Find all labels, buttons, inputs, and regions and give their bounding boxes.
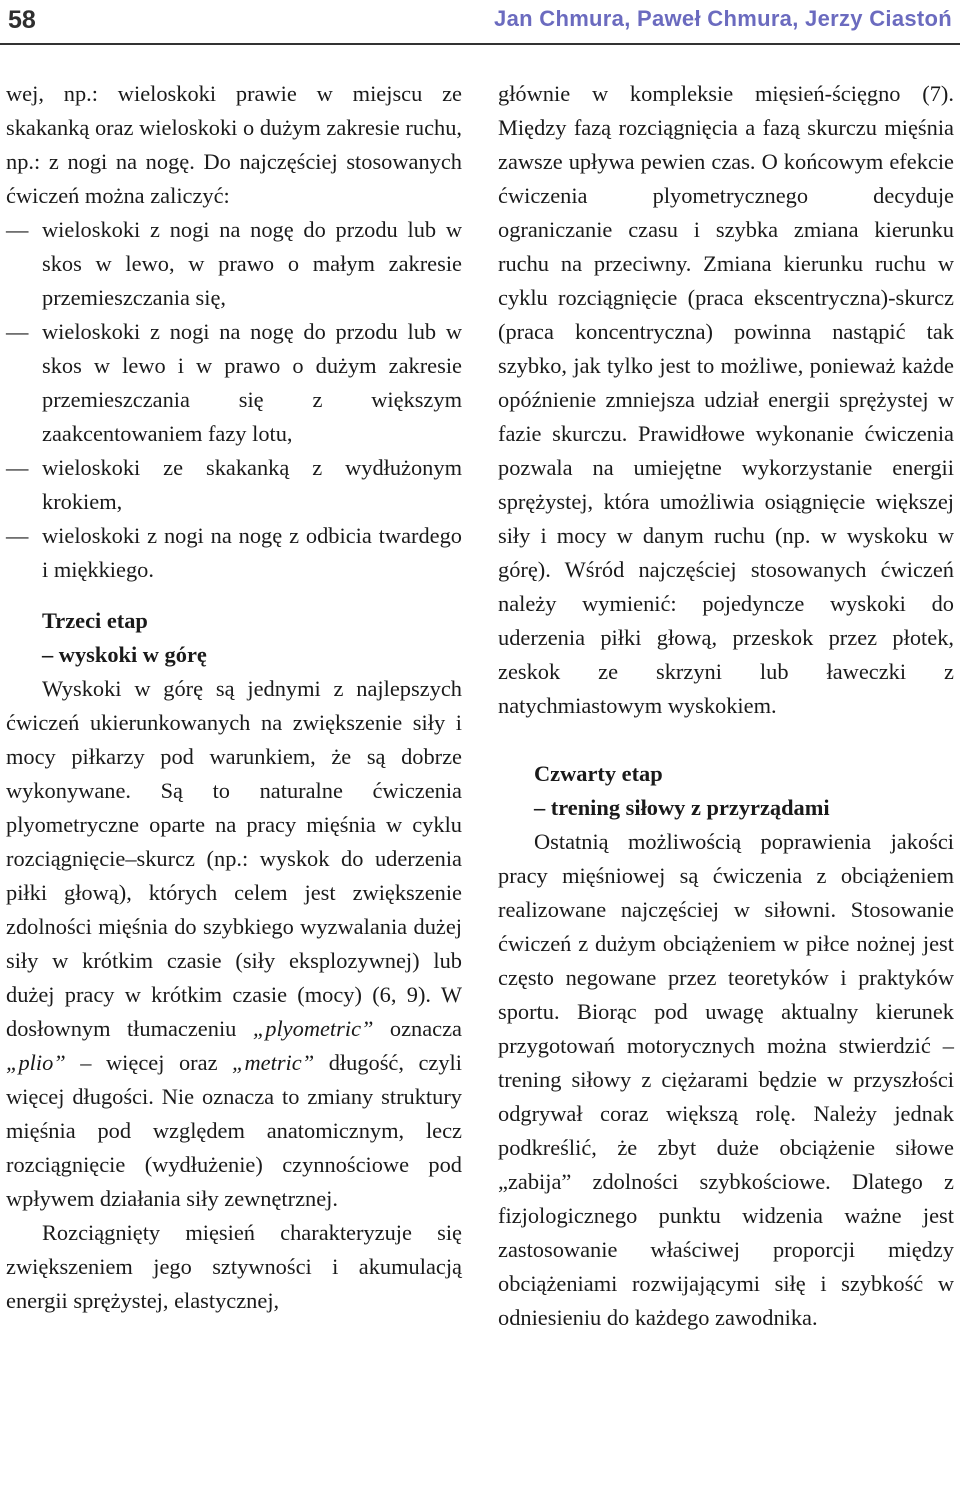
- list-item: — wieloskoki ze skakanką z wydłużonym krokiem,: [6, 451, 462, 519]
- section-heading-fourth-stage: Czwarty etap: [534, 761, 663, 786]
- list-item: — wieloskoki z nogi na nogę do przodu lub w skos w lewo i w prawo o dużym zakresie przemieszczania się z większym zaakcentowaniem fazy lotu,: [6, 315, 462, 451]
- section-heading-third-stage: Trzeci etap: [42, 608, 148, 633]
- section-subheading-jumps: – wyskoki w górę: [42, 642, 207, 667]
- left-column: [6, 77, 462, 1318]
- exercise-list: [6, 213, 462, 587]
- body-paragraph: głównie w kompleksie mięsień-ścięgno (7). Między fazą rozciągnięcia a fazą skurczu mięśnia zawsze upływa pewien czas. O końcowym efekcie ćwiczenia plyometrycznego decyduje ograniczanie czasu i szybka zmiana kierunku ruchu na przeciwny. Zmiana kierunku ruchu w cyklu rozciągnięcie (praca ekscentryczna)-skurcz (praca koncentryczna) powinna nastąpić tak szybko, jak tylko jest to możliwe, ponieważ każde opóźnienie zmniejsza udział energii sprężystej w fazie skurczu. Prawidłowe wykonanie ćwiczenia pozwala na umiejętne wykorzystanie energii sprężystej, która umożliwia osiągnięcie większej siły i mocy w danym ruchu (np. w wyskoku w górę). Wśród najczęściej stosowanych ćwiczeń należy wymienić: pojedyncze wyskoki do uderzenia piłki głową, przeskok przez płotek, zeskok ze skrzyni lub ławeczki z natychmiastowym wyskokiem.: [498, 81, 954, 718]
- dash-bullet-icon: —: [6, 455, 29, 480]
- dash-bullet-icon: —: [6, 523, 29, 548]
- running-head-authors: Jan Chmura, Paweł Chmura, Jerzy Ciastoń: [494, 6, 952, 31]
- header-rule: [0, 43, 960, 45]
- intro-paragraph: wej, np.: wieloskoki prawie w miejscu ze skakanką oraz wieloskoki o dużym zakresie ruchu, np.: z nogi na nogę. Do najczęściej stosowanych ćwiczeń można zaliczyć:: [6, 81, 462, 208]
- page-number: 58: [8, 6, 36, 34]
- body-paragraph: Ostatnią możliwością poprawienia jakości pracy mięśniowej są ćwiczenia z obciążeniem realizowane najczęściej w siłowni. Stosowanie ćwiczeń z dużym obciążeniem w piłce nożnej jest często negowane przez teoretyków i praktyków sportu. Biorąc pod uwagę aktualny kierunek przygotowań motorycznych można stwierdzić – trening siłowy z ciężarami będzie w przyszłości odgrywał coraz większą rolę. Należy jednak podkreślić, że zbyt duże obciążenie siłowe „zabija” zdolności szybkościowe. Dlatego z fizjologicznego punktu widzenia ważne jest zastosowanie właściwej proporcji między obciążeniami rozwijającymi siłę i szybkość w odniesieniu do każdego zawodnika.: [498, 829, 954, 1330]
- spacer: [6, 587, 462, 604]
- section-subheading-strength-training: – trening siłowy z przyrządami: [534, 795, 830, 820]
- term-plyometric: „plyometric”: [252, 1016, 374, 1041]
- dash-bullet-icon: —: [6, 319, 29, 344]
- body-paragraph: Rozciągnięty mięsień charakteryzuje się zwiększeniem jego sztywności i akumulacją energii sprężystej, elastycznej,: [6, 1220, 462, 1313]
- term-plio: „plio”: [6, 1050, 66, 1075]
- page-header: [0, 0, 960, 48]
- spacer: [498, 723, 954, 757]
- body-paragraph: Wyskoki w górę są jednymi z najlepszych ćwiczeń ukierunkowanych na zwiększenie siły i mocy piłkarzy pod warunkiem, że są dobrze wykonywane. Są to naturalne ćwiczenia plyometryczne oparte na pracy mięśnia w cyklu rozciągnięcie–skurcz (np.: wyskok do uderzenia piłki głową), których celem jest zwiększenie zdolności mięśnia do szybkiego wyzwalania dużej siły w krótkim czasie (siły eksplozywnej) lub dużej pracy w krótkim czasie (mocy) (6, 9). W dosłownym tłumaczeniu „plyometric” oznacza „plio” – więcej oraz „metric” długość, czyli więcej długości. Nie oznacza to zmiany struktury mięśnia pod względem anatomicznym, lecz rozciągnięcie (wydłużenie) czynnościowe pod wpływem działania siły zewnętrznej.: [6, 676, 462, 1211]
- list-item: — wieloskoki z nogi na nogę z odbicia twardego i miękkiego.: [6, 519, 462, 587]
- term-metric: „metric”: [232, 1050, 315, 1075]
- list-item: — wieloskoki z nogi na nogę do przodu lub w skos w lewo, w prawo o małym zakresie przemieszczania się,: [6, 213, 462, 315]
- dash-bullet-icon: —: [6, 217, 29, 242]
- right-column: [498, 77, 954, 1335]
